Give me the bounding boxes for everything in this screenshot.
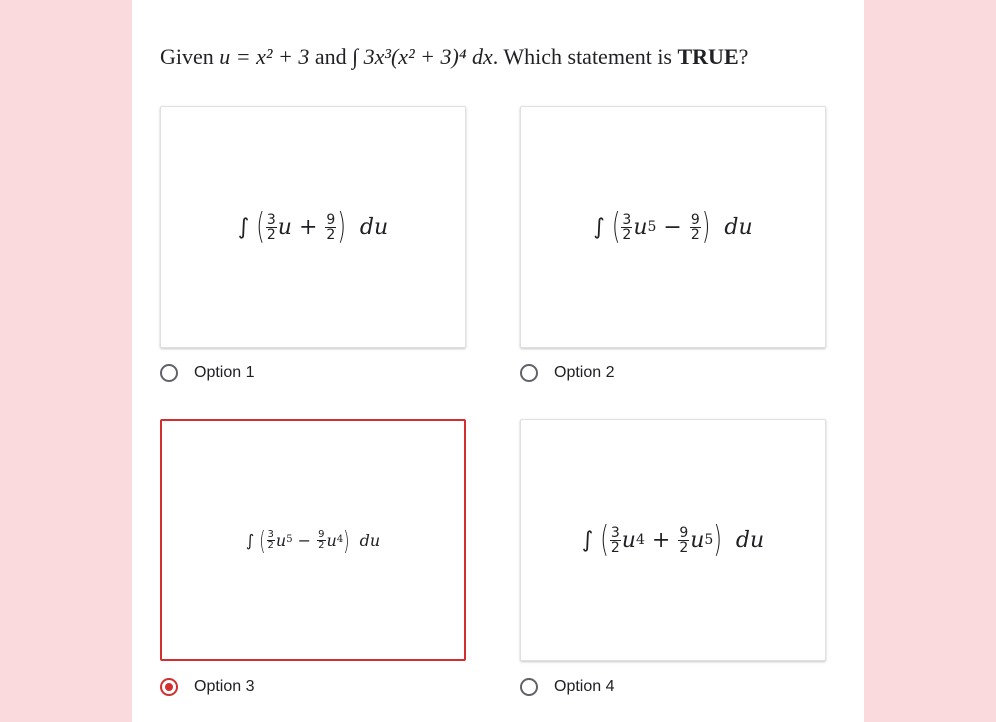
question-integral: ∫ 3x³(x² + 3)⁴ dx (352, 44, 493, 69)
question-u-definition: u = x² + 3 (219, 44, 310, 69)
option-2-expression: ∫ ( $\frac{3}{2}$ u 5 − $\frac{9}{2}$ ) du (593, 207, 753, 247)
question-suffix: . Which statement is (492, 44, 672, 69)
option-3-label: Option 3 (194, 678, 255, 695)
question-true-emphasis: TRUE (677, 44, 739, 69)
option-3-expression: ∫ ( $\frac{3}{2}$ u 5 − $\frac{9}{2}$ u 4 ) du (245, 524, 381, 556)
option-3-card[interactable] (160, 419, 466, 661)
option-2-label: Option 2 (554, 364, 615, 381)
option-3-radio-selected[interactable] (160, 678, 178, 696)
option-2-radio-row[interactable] (520, 364, 614, 382)
question-and: and (314, 44, 347, 69)
option-4-radio[interactable] (520, 678, 538, 696)
question-end: ? (738, 44, 749, 69)
option-1-radio[interactable] (160, 364, 178, 382)
option-1-radio-row[interactable] (160, 364, 254, 382)
option-4-radio-row[interactable] (520, 678, 614, 696)
option-3-radio-row[interactable] (160, 678, 254, 696)
option-4-label: Option 4 (554, 678, 615, 695)
option-1-card[interactable] (160, 106, 466, 348)
question-panel (132, 0, 864, 722)
option-2-radio[interactable] (520, 364, 538, 382)
option-4-card[interactable] (520, 419, 826, 661)
option-1-label: Option 1 (194, 364, 255, 381)
option-4-expression: ∫ ( $\frac{3}{2}$ u 4 + $\frac{9}{2}$ u 5 ) du (581, 520, 765, 560)
option-2-card[interactable] (520, 106, 826, 348)
question-prefix: Given (160, 44, 214, 69)
option-1-expression: ∫ ( $\frac{3}{2}$ u + $\frac{9}{2}$ ) du (237, 207, 389, 247)
question-text (160, 44, 850, 70)
